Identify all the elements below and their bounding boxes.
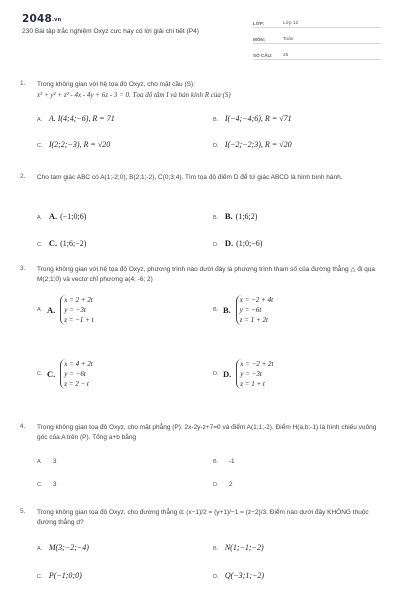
option-a[interactable]: A. A. I(4;4;−6), R = 71 <box>37 114 115 123</box>
option-c[interactable]: C. C. x = 4 + 2t y = −6t z = 2 − t <box>37 360 93 388</box>
option-a[interactable]: A. A. (−1;0;6) <box>37 211 87 221</box>
option-d[interactable]: D. 2 <box>213 481 233 488</box>
equation-system: x = 4 + 2t y = −6t z = 2 − t <box>60 359 93 389</box>
option-b[interactable]: B. N(1;−1;−2) <box>213 543 264 552</box>
option-d[interactable]: D. D. (1;0;−6) <box>213 238 263 248</box>
document-meta <box>253 14 381 62</box>
meta-class: LỚP: Lớp 12 <box>253 14 381 28</box>
question-text: Trong không gian tọa độ Oxyz, cho đường thẳng d: (x−1)/2 = (y+1)/−1 = (z−2)/3. Điểm nào dưới đây KHÔNG thuộc đường thẳng d? <box>37 509 369 526</box>
question-4: 4. Trong không gian tọa độ Oxyz, cho mặt phẳng (P): 2x-2y-z+7=0 và điểm A(1;1;-2). Điểm H(a;b;-1) là hình chiếu vuông góc của A trên (P). Tổng a+b bằng A. 3 B. -1 C. 3 D. 2 <box>16 423 386 498</box>
option-b[interactable]: B. B. (1;6;2) <box>213 211 258 221</box>
option-d[interactable]: D. D. x = −2 + 2t y = −3t z = 1 + t <box>213 360 274 388</box>
question-text: Cho tam giác ABC có A(1;-2;0), B(2;1;-2), C(0;3;4). Tìm tọa độ điểm D để tứ giác ABCD là hình bình hành. <box>37 174 343 181</box>
question-3: 3. Trong không gian với hệ tọa độ Oxyz, phương trình nào dưới đây là phương trình tham số của đường thẳng △ đi qua M(2;1;0) và vectơ chỉ phương a(4; -6; 2) A. A. x = 2 + 2t y = −3t z = −1 + t B. B. x = −2 + 4t y = −6t z = 1 + 2t C. C. x = 4 + 2t y = −6t z = 2 − t D. D. x = −2 + 2t y = −3t z = 1 + t <box>16 265 386 415</box>
question-text: Trong không gian với hệ tọa độ Oxyz, phương trình nào dưới đây là phương trình tham số của đường thẳng △ đi qua M(2;1;0) và vectơ chỉ phương a(4; -6; 2) <box>37 266 375 283</box>
question-text: Trong không gian với hệ tọa độ Oxyz, cho mặt cầu (S): x² + y² + z² - 4x - 4y + 6z - 3 = 0. Tọa độ tâm I và bán kính R của (S) <box>37 81 231 99</box>
option-b[interactable]: B. I(−4;−4;6), R = √71 <box>213 114 292 123</box>
document-title: 230 Bài tập trắc nghiệm Oxyz cực hay có lời giải chi tiết (P4) <box>22 28 199 35</box>
question-5: 5. Trong không gian tọa độ Oxyz, cho đường thẳng d: (x−1)/2 = (y+1)/−1 = (z−2)/3. Điểm nào dưới đây KHÔNG thuộc đường thẳng d? A. M(3;−2;−4) B. N(1;−1;−2) C. P(−1;0;0) D. Q(−3;1;−2) <box>16 508 386 593</box>
option-d[interactable]: D. I(−2;−2;3), R = √20 <box>213 140 292 149</box>
equation-system: x = −2 + 2t y = −3t z = 1 + t <box>236 359 273 389</box>
option-d[interactable]: D. Q(−3;1;−2) <box>213 571 265 580</box>
equation-system: x = 2 + 2t y = −3t z = −1 + t <box>60 295 93 325</box>
document-header <box>0 0 400 60</box>
option-c[interactable]: C. C. (1;6;−2) <box>37 238 87 248</box>
site-logo[interactable]: 2048.vn <box>22 13 62 25</box>
option-a[interactable]: A. 3 <box>37 458 57 465</box>
meta-subject: MÔN: Toán <box>253 30 381 44</box>
option-c[interactable]: C. 3 <box>37 481 57 488</box>
option-a[interactable]: A. M(3;−2;−4) <box>37 543 89 552</box>
option-b[interactable]: B. -1 <box>213 458 235 465</box>
question-number: 1. <box>20 80 26 87</box>
option-c[interactable]: C. I(2;2;−3), R = √20 <box>37 140 111 149</box>
option-b[interactable]: B. B. x = −2 + 4t y = −6t z = 1 + 2t <box>213 296 274 324</box>
option-c[interactable]: C. P(−1;0;0) <box>37 571 82 580</box>
equation-system: x = −2 + 4t y = −6t z = 1 + 2t <box>236 295 273 325</box>
option-a[interactable]: A. A. x = 2 + 2t y = −3t z = −1 + t <box>37 296 94 324</box>
question-1 <box>16 80 386 160</box>
question-text: Trong không gian tọa độ Oxyz, cho mặt phẳng (P): 2x-2y-z+7=0 và điểm A(1;1;-2). Điểm H(a;b;-1) là hình chiếu vuông góc của A trên (P). Tổng a+b bằng <box>37 424 377 441</box>
question-2: 2. Cho tam giác ABC có A(1;-2;0), B(2;1;-2), C(0;3;4). Tìm tọa độ điểm D để tứ giác ABCD là hình bình hành. A. A. (−1;0;6) B. B. (1;6;2) C. C. (1;6;−2) D. D. (1;0;−6) <box>16 173 386 253</box>
meta-question-count: SỐ CÂU: 25 <box>253 46 381 60</box>
